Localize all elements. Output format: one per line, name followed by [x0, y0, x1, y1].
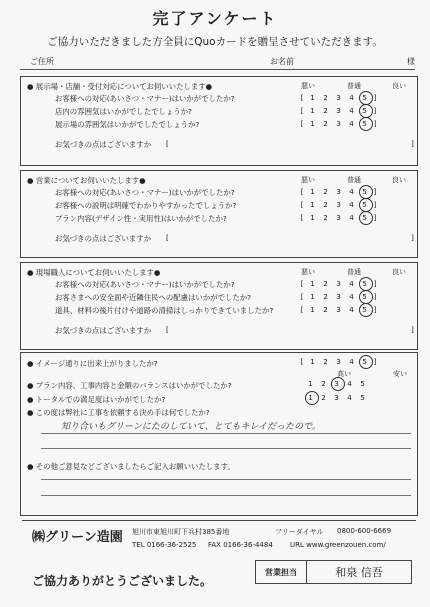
scale-header-bad: 悪い [301, 82, 315, 90]
rating-option[interactable]: 3 [336, 187, 341, 196]
scale-header-bad: 悪い [301, 268, 315, 276]
question-reason: ● この度は弊社に工事を依頼する決め手は何でしたか? [27, 408, 210, 417]
rating-option[interactable]: 5 [362, 187, 367, 196]
rating-option[interactable]: 2 [323, 279, 328, 288]
rating-option[interactable]: 1 [308, 379, 313, 388]
rating-option[interactable]: 5 [362, 292, 367, 301]
staff-name: 和泉 信吾 [335, 566, 383, 579]
rating-option[interactable]: 2 [323, 106, 328, 115]
rating-option[interactable]: 5 [362, 213, 367, 222]
overall-section [20, 352, 418, 516]
rating-option[interactable]: 4 [349, 292, 354, 301]
rating-option[interactable]: 4 [349, 119, 354, 128]
answer-line [41, 433, 411, 434]
bracket-open: [ [300, 213, 304, 222]
bracket-open: [ [166, 233, 169, 242]
selected-answer-circle [305, 391, 319, 405]
staff-label: 営業担当 [256, 561, 307, 583]
selected-answer-circle [359, 117, 373, 131]
rating-option[interactable]: 5 [362, 200, 367, 209]
rating-option[interactable]: 2 [323, 200, 328, 209]
rating-option[interactable]: 4 [349, 106, 354, 115]
comment-prompt: お気づきの点はございますか [55, 140, 152, 149]
bracket-close: ] [373, 292, 377, 301]
rating-option[interactable]: 2 [321, 393, 326, 402]
rating-option[interactable]: 2 [323, 305, 328, 314]
rating-option[interactable]: 1 [310, 213, 315, 222]
question: お客様への対応(あいさつ・マナー)はいかがでしたか? [55, 280, 235, 289]
free-dial-label: フリーダイヤル [275, 528, 324, 536]
scale-header-normal: 普通 [347, 176, 361, 184]
rating-option[interactable]: 3 [334, 379, 339, 388]
rating-option[interactable]: 3 [336, 119, 341, 128]
bracket-close: ] [411, 233, 414, 242]
bracket-close: ] [373, 106, 377, 115]
answer-line [41, 479, 411, 480]
handwritten-reason: 知り合いもグリーンにたのしていて、とてもキレイだったので。 [61, 422, 321, 432]
question: 展示場の雰囲気はいかがでしたでしょうか? [55, 120, 200, 129]
fax-number: FAX 0166-36-4484 [208, 541, 273, 549]
selected-answer-circle [359, 290, 373, 304]
comment-prompt: お気づきの点はございますか [55, 234, 152, 243]
question-total: ● トータルでの満足度はいかがでしたか? [27, 395, 166, 404]
footer-divider [22, 520, 416, 521]
rating-option[interactable]: 5 [362, 305, 367, 314]
answer-line [41, 495, 411, 496]
question-other: ● その他ご意見などございましたらご記入お願いいたします。 [27, 462, 235, 471]
rating-option[interactable]: 1 [310, 279, 315, 288]
rating-option[interactable]: 5 [360, 379, 365, 388]
rating-option[interactable]: 5 [362, 357, 367, 366]
bracket-open: [ [300, 93, 304, 102]
rating-option[interactable]: 5 [362, 93, 367, 102]
scale-header-normal: 普通 [347, 82, 361, 90]
rating-option[interactable]: 1 [310, 187, 315, 196]
rating-option[interactable]: 1 [310, 305, 315, 314]
selected-answer-circle [331, 377, 345, 391]
scale-header-good: 良い [392, 268, 406, 276]
rating-option[interactable]: 4 [347, 393, 352, 402]
rating-option[interactable]: 2 [321, 379, 326, 388]
page-title: 完了アンケート [152, 9, 278, 28]
bracket-close: ] [373, 357, 377, 366]
scale-header-normal: 普通 [347, 268, 361, 276]
bracket-close: ] [373, 305, 377, 314]
rating-option[interactable]: 5 [360, 393, 365, 402]
free-dial-number: 0800-600-6669 [337, 527, 392, 535]
bracket-open: [ [166, 325, 169, 334]
scale-header-high: 高い [337, 370, 351, 378]
bracket-close: ] [411, 139, 414, 148]
rating-option[interactable]: 3 [336, 200, 341, 209]
rating-option[interactable]: 1 [310, 200, 315, 209]
question: 道具、材料の後片付けや道路の清掃はしっかりできていましたか? [55, 306, 274, 315]
bracket-close: ] [373, 213, 377, 222]
rating-option[interactable]: 1 [310, 106, 315, 115]
bracket-close: ] [373, 187, 377, 196]
rating-option[interactable]: 4 [349, 279, 354, 288]
question: お客様への説明は明確でわかりやすかったでしょうか? [55, 201, 237, 210]
rating-option[interactable]: 4 [349, 357, 354, 366]
rating-option[interactable]: 2 [323, 357, 328, 366]
bracket-open: [ [300, 119, 304, 128]
scale-header-cheap: 安い [393, 370, 407, 378]
tel-number: TEL 0166-36-2525 [132, 541, 197, 549]
rating-option[interactable]: 3 [334, 393, 339, 402]
rating-option[interactable]: 2 [323, 187, 328, 196]
rating-option[interactable]: 2 [323, 93, 328, 102]
bracket-close: ] [373, 119, 377, 128]
rating-option[interactable]: 1 [310, 119, 315, 128]
bracket-close: ] [373, 279, 377, 288]
rating-option[interactable]: 3 [336, 357, 341, 366]
selected-answer-circle [359, 355, 373, 369]
page-subtitle: ご協力いただきました方全員にQuoカードを贈呈させていただきます。 [47, 36, 383, 48]
bracket-open: [ [300, 187, 304, 196]
company-address: 旭川市東旭川町下兵村385番地 [132, 528, 230, 536]
bracket-close: ] [373, 200, 377, 209]
scale-header-good: 良い [392, 82, 406, 90]
address-name-row [20, 55, 415, 70]
rating-option[interactable]: 1 [310, 357, 315, 366]
rating-option[interactable]: 5 [362, 119, 367, 128]
company-logo: ㈱グリーン造園 [32, 530, 123, 545]
name-label: お名前 [270, 57, 294, 66]
rating-option[interactable]: 1 [310, 292, 315, 301]
scale-header-bad: 悪い [301, 176, 315, 184]
rating-option[interactable]: 3 [336, 292, 341, 301]
rating-option[interactable]: 3 [336, 106, 341, 115]
selected-answer-circle [359, 198, 373, 212]
selected-answer-circle [359, 185, 373, 199]
section-heading: ● 現場職人についてお伺いいたします● [27, 268, 161, 277]
rating-option[interactable]: 4 [349, 305, 354, 314]
scale-header-good: 良い [392, 176, 406, 184]
thanks-message: ご協力ありがとうございました。 [32, 574, 213, 588]
question: お客さまへの安全面や近隣住民への配慮はいかがでしたか? [55, 293, 252, 302]
question-image: ● イメージ通りに出来上がりましたか? [27, 359, 158, 368]
rating-option[interactable]: 5 [362, 106, 367, 115]
question: プラン内容(デザイン性・実用性)はいかがでしたか? [55, 214, 227, 223]
rating-option[interactable]: 4 [349, 200, 354, 209]
rating-option[interactable]: 4 [347, 379, 352, 388]
selected-answer-circle [359, 303, 373, 317]
question-balance: ● プラン内容、工事内容と金額のバランスはいかがでしたか? [27, 381, 232, 390]
question: 店内の雰囲気はいかがでしたでしょうか? [55, 107, 192, 116]
selected-answer-circle [359, 211, 373, 225]
bracket-open: [ [300, 292, 304, 301]
bracket-open: [ [300, 305, 304, 314]
rating-option[interactable]: 1 [310, 93, 315, 102]
section-heading: ● 営業についてお伺いいたします● [27, 176, 146, 185]
bracket-open: [ [300, 106, 304, 115]
rating-option[interactable]: 4 [349, 93, 354, 102]
rating-option[interactable]: 3 [336, 213, 341, 222]
rating-option[interactable]: 3 [336, 93, 341, 102]
bracket-open: [ [300, 279, 304, 288]
question: お客様への対応(あいさつ・マナー)はいかがでしたか? [55, 94, 235, 103]
rating-option[interactable]: 2 [323, 119, 328, 128]
selected-answer-circle [359, 91, 373, 105]
bracket-close: ] [373, 93, 377, 102]
staff-box [255, 560, 412, 584]
bracket-open: [ [166, 139, 169, 148]
bracket-open: [ [300, 200, 304, 209]
rating-option[interactable]: 1 [308, 393, 313, 402]
comment-prompt: お気づきの点はございますか [55, 326, 152, 335]
rating-option[interactable]: 3 [336, 305, 341, 314]
bracket-open: [ [300, 357, 304, 366]
section-heading: ● 展示場・店舗・受付対応についてお伺いいたします● [27, 82, 213, 91]
rating-option[interactable]: 4 [349, 187, 354, 196]
selected-answer-circle [359, 104, 373, 118]
website-url: URL www.greenzouen.com/ [290, 541, 386, 549]
address-label: ご住所 [30, 57, 54, 66]
answer-line [41, 448, 411, 449]
rating-option[interactable]: 5 [362, 279, 367, 288]
selected-answer-circle [359, 277, 373, 291]
rating-option[interactable]: 4 [349, 213, 354, 222]
bracket-close: ] [411, 325, 414, 334]
sama-label: 様 [407, 57, 415, 66]
rating-option[interactable]: 2 [323, 292, 328, 301]
question: お客様への対応(あいさつ・マナー)はいかがでしたか? [55, 188, 235, 197]
rating-option[interactable]: 2 [323, 213, 328, 222]
rating-option[interactable]: 3 [336, 279, 341, 288]
